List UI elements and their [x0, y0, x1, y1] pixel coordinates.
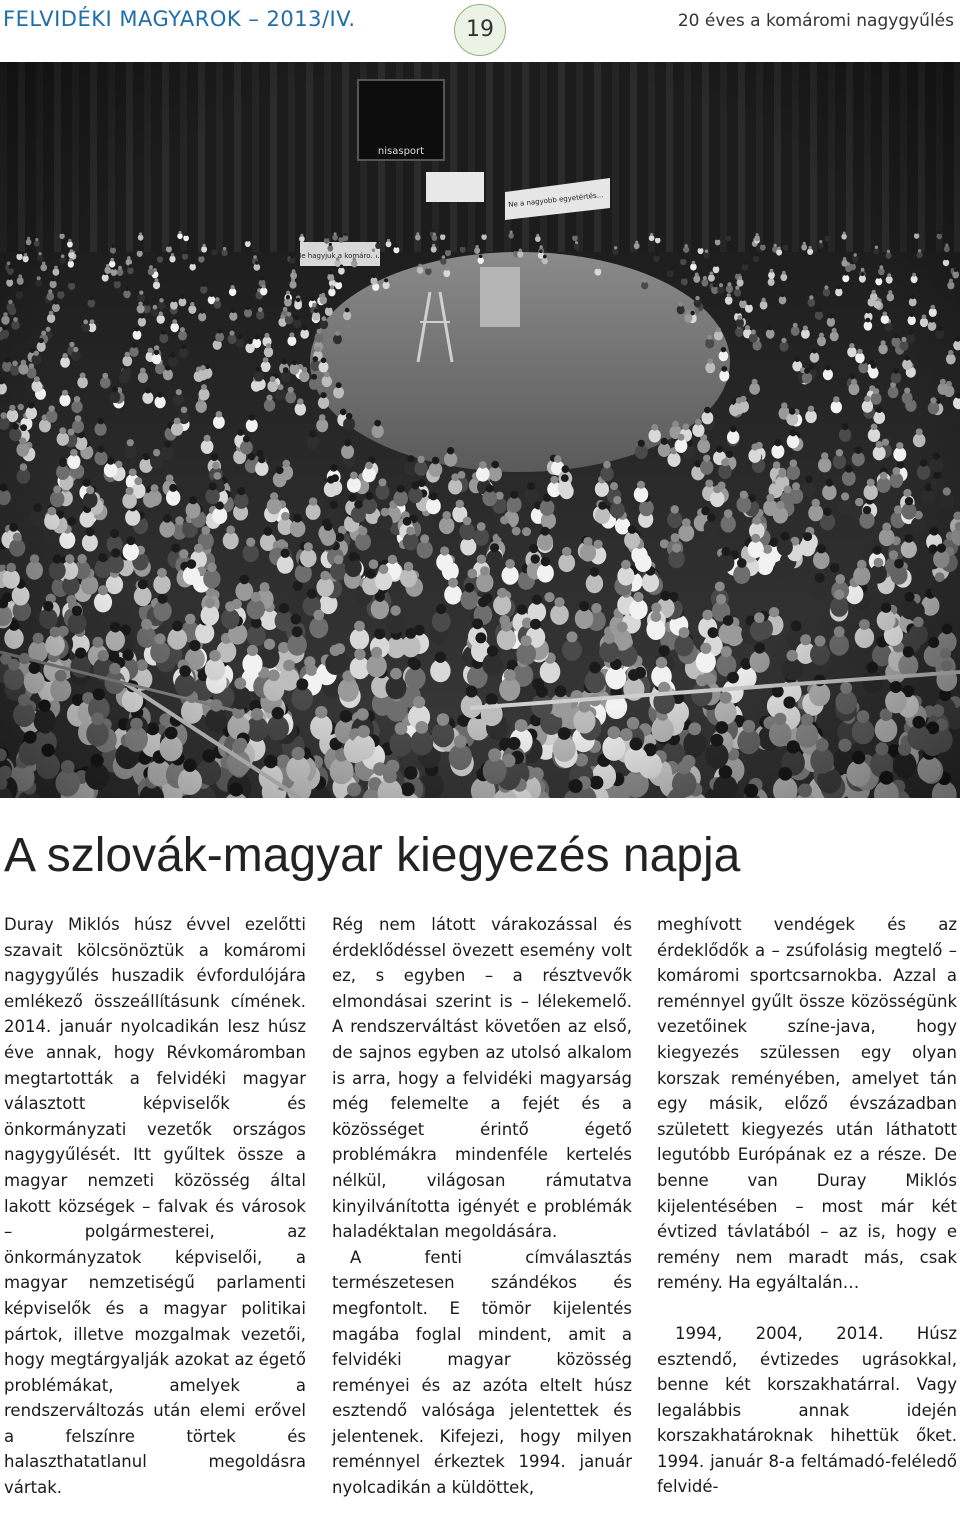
- article-column-3: [657, 912, 957, 1500]
- article-column-1: [4, 912, 306, 1501]
- page-number: 19: [454, 4, 506, 56]
- article-title: A szlovák-magyar kiegyezés napja: [4, 829, 741, 882]
- page-header: [0, 0, 960, 60]
- crowd-photo: [0, 62, 960, 798]
- magazine-title: FELVIDÉKI MAGYAROK – 2013/IV.: [3, 7, 356, 31]
- section-title: 20 éves a komáromi nagygyűlés: [677, 11, 954, 31]
- paragraph: meghívott vendégek és az érdeklődők a – zsúfolásig megtelő – komáromi sportcsarnokba. Azzal a reménnyel gyűlt össze közösségünk vezetőinek színe-java, hogy kiegyezés szülessen egy olyan korszak reményében, amelyet tán egy másik, előző évszázadban született kiegyezés után láthatott legutóbb Európának ez a része. De benne van Duray Miklós kijelentésében – most már két évtized távlatából – az is, hogy e remény nem maradt más, csak remény. Ha egyáltalán…: [657, 915, 957, 1293]
- paragraph: A fenti címválasztás természetesen szándékos és megfontolt. E tömör kijelentés magába foglal mindent, amit a felvidéki magyar közösség reményei és az azóta eltelt húsz esztendő valósága jelentettek és jelentenek. Kifejezi, hogy milyen reménnyel érkeztek 1994. január nyolcadikán a küldöttek,: [332, 1247, 632, 1498]
- article-column-2: [332, 912, 632, 1501]
- paragraph: Duray Miklós húsz évvel ezelőtti szavait kölcsönöztük a komáromi nagygyűlés huszadik évfordulójára emlékező összeállításunk címének. 2014. január nyolcadikán lesz húsz éve annak, hogy Révkomáromban megtartották a felvidéki magyar választott képviselők és önkormányzati vezetők országos nagygyűlését. Itt gyűltek össze a magyar nemzeti közösség által lakott községek – falvak és városok – polgármesterei, az önkormányzatok képviselői, a magyar nemzetiségű parlamenti képviselők és a magyar politikai pártok, illetve mozgalmak vezetői, hogy megtárgyalják azokat az égető problémákat, amelyek a rendszerváltozás után elemi erővel a felszínre törtek és halaszthatatlanul megoldásra vártak.: [4, 915, 306, 1498]
- paragraph: 1994, 2004, 2014. Húsz esztendő, évtizedes ugrásokkal, benne két korszakhatárral. Vagy legalábbis annak idején korszakhatároknak hihettük őket. 1994. január 8-a feltámadó-feléledő felvidé-: [657, 1323, 957, 1497]
- paragraph: Rég nem látott várakozással és érdeklődéssel övezett esemény volt ez, s egyben – a résztvevők elmondásai szerint is – lélekemelő. A rendszerváltást követően az első, de sajnos egyben az utolsó alkalom is arra, hogy a felvidéki magyarság még felemelte a fejét és a közösséget érintő égető problémákra mindenféle kertelés nélkül, világosan rámutatva kinyilvánította igényét e problémák haladéktalan megoldására.: [332, 915, 632, 1242]
